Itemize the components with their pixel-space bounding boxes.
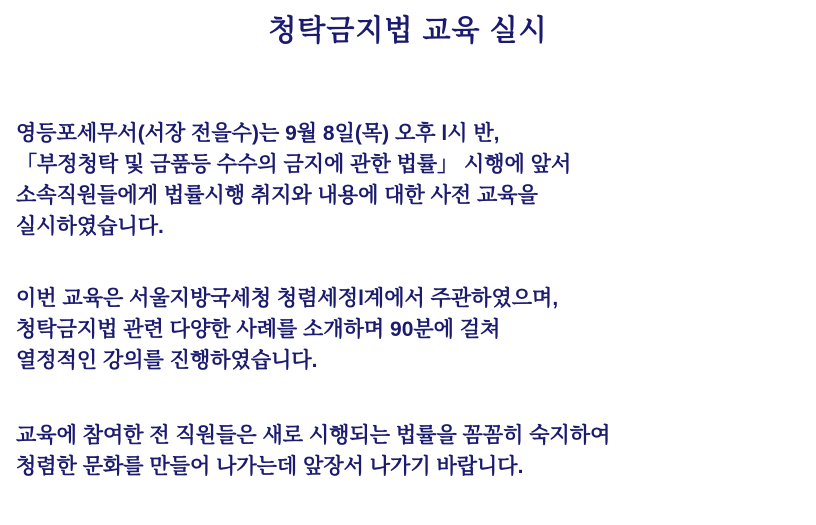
paragraph-2-line-1: 이번 교육은 서울지방국세청 청렴세정l계에서 주관하였으며, — [16, 287, 559, 310]
paragraph-1-line-4: 실시하였습니다. — [16, 215, 164, 238]
paragraph-1-line-1: 영등포세무서(서장 전을수)는 9월 8일(목) 오후 l시 반, — [16, 122, 500, 145]
paragraph-3 — [16, 420, 806, 482]
paragraph-3-line-2: 청렴한 문화를 만들어 나가는데 앞장서 나가기 바랍니다. — [16, 455, 524, 478]
paragraph-1-line-2: 「부정청탁 및 금품등 수수의 금지에 관한 법률」 시행에 앞서 — [16, 153, 572, 176]
paragraph-1-line-3: 소속직원들에게 법률시행 취지와 내용에 대한 사전 교육을 — [16, 184, 538, 207]
page-title: 청탁금지법 교육 실시 — [268, 15, 548, 47]
paragraph-2 — [16, 283, 806, 376]
paragraph-2-line-2: 청탁금지법 관련 다양한 사례를 소개하며 90분에 걸쳐 — [16, 318, 501, 341]
paragraph-1 — [16, 118, 806, 242]
paragraph-3-line-1: 교육에 참여한 전 직원들은 새로 시행되는 법률을 꼼꼼히 숙지하여 — [16, 424, 611, 447]
paragraph-2-line-3: 열정적인 강의를 진행하였습니다. — [16, 349, 318, 372]
